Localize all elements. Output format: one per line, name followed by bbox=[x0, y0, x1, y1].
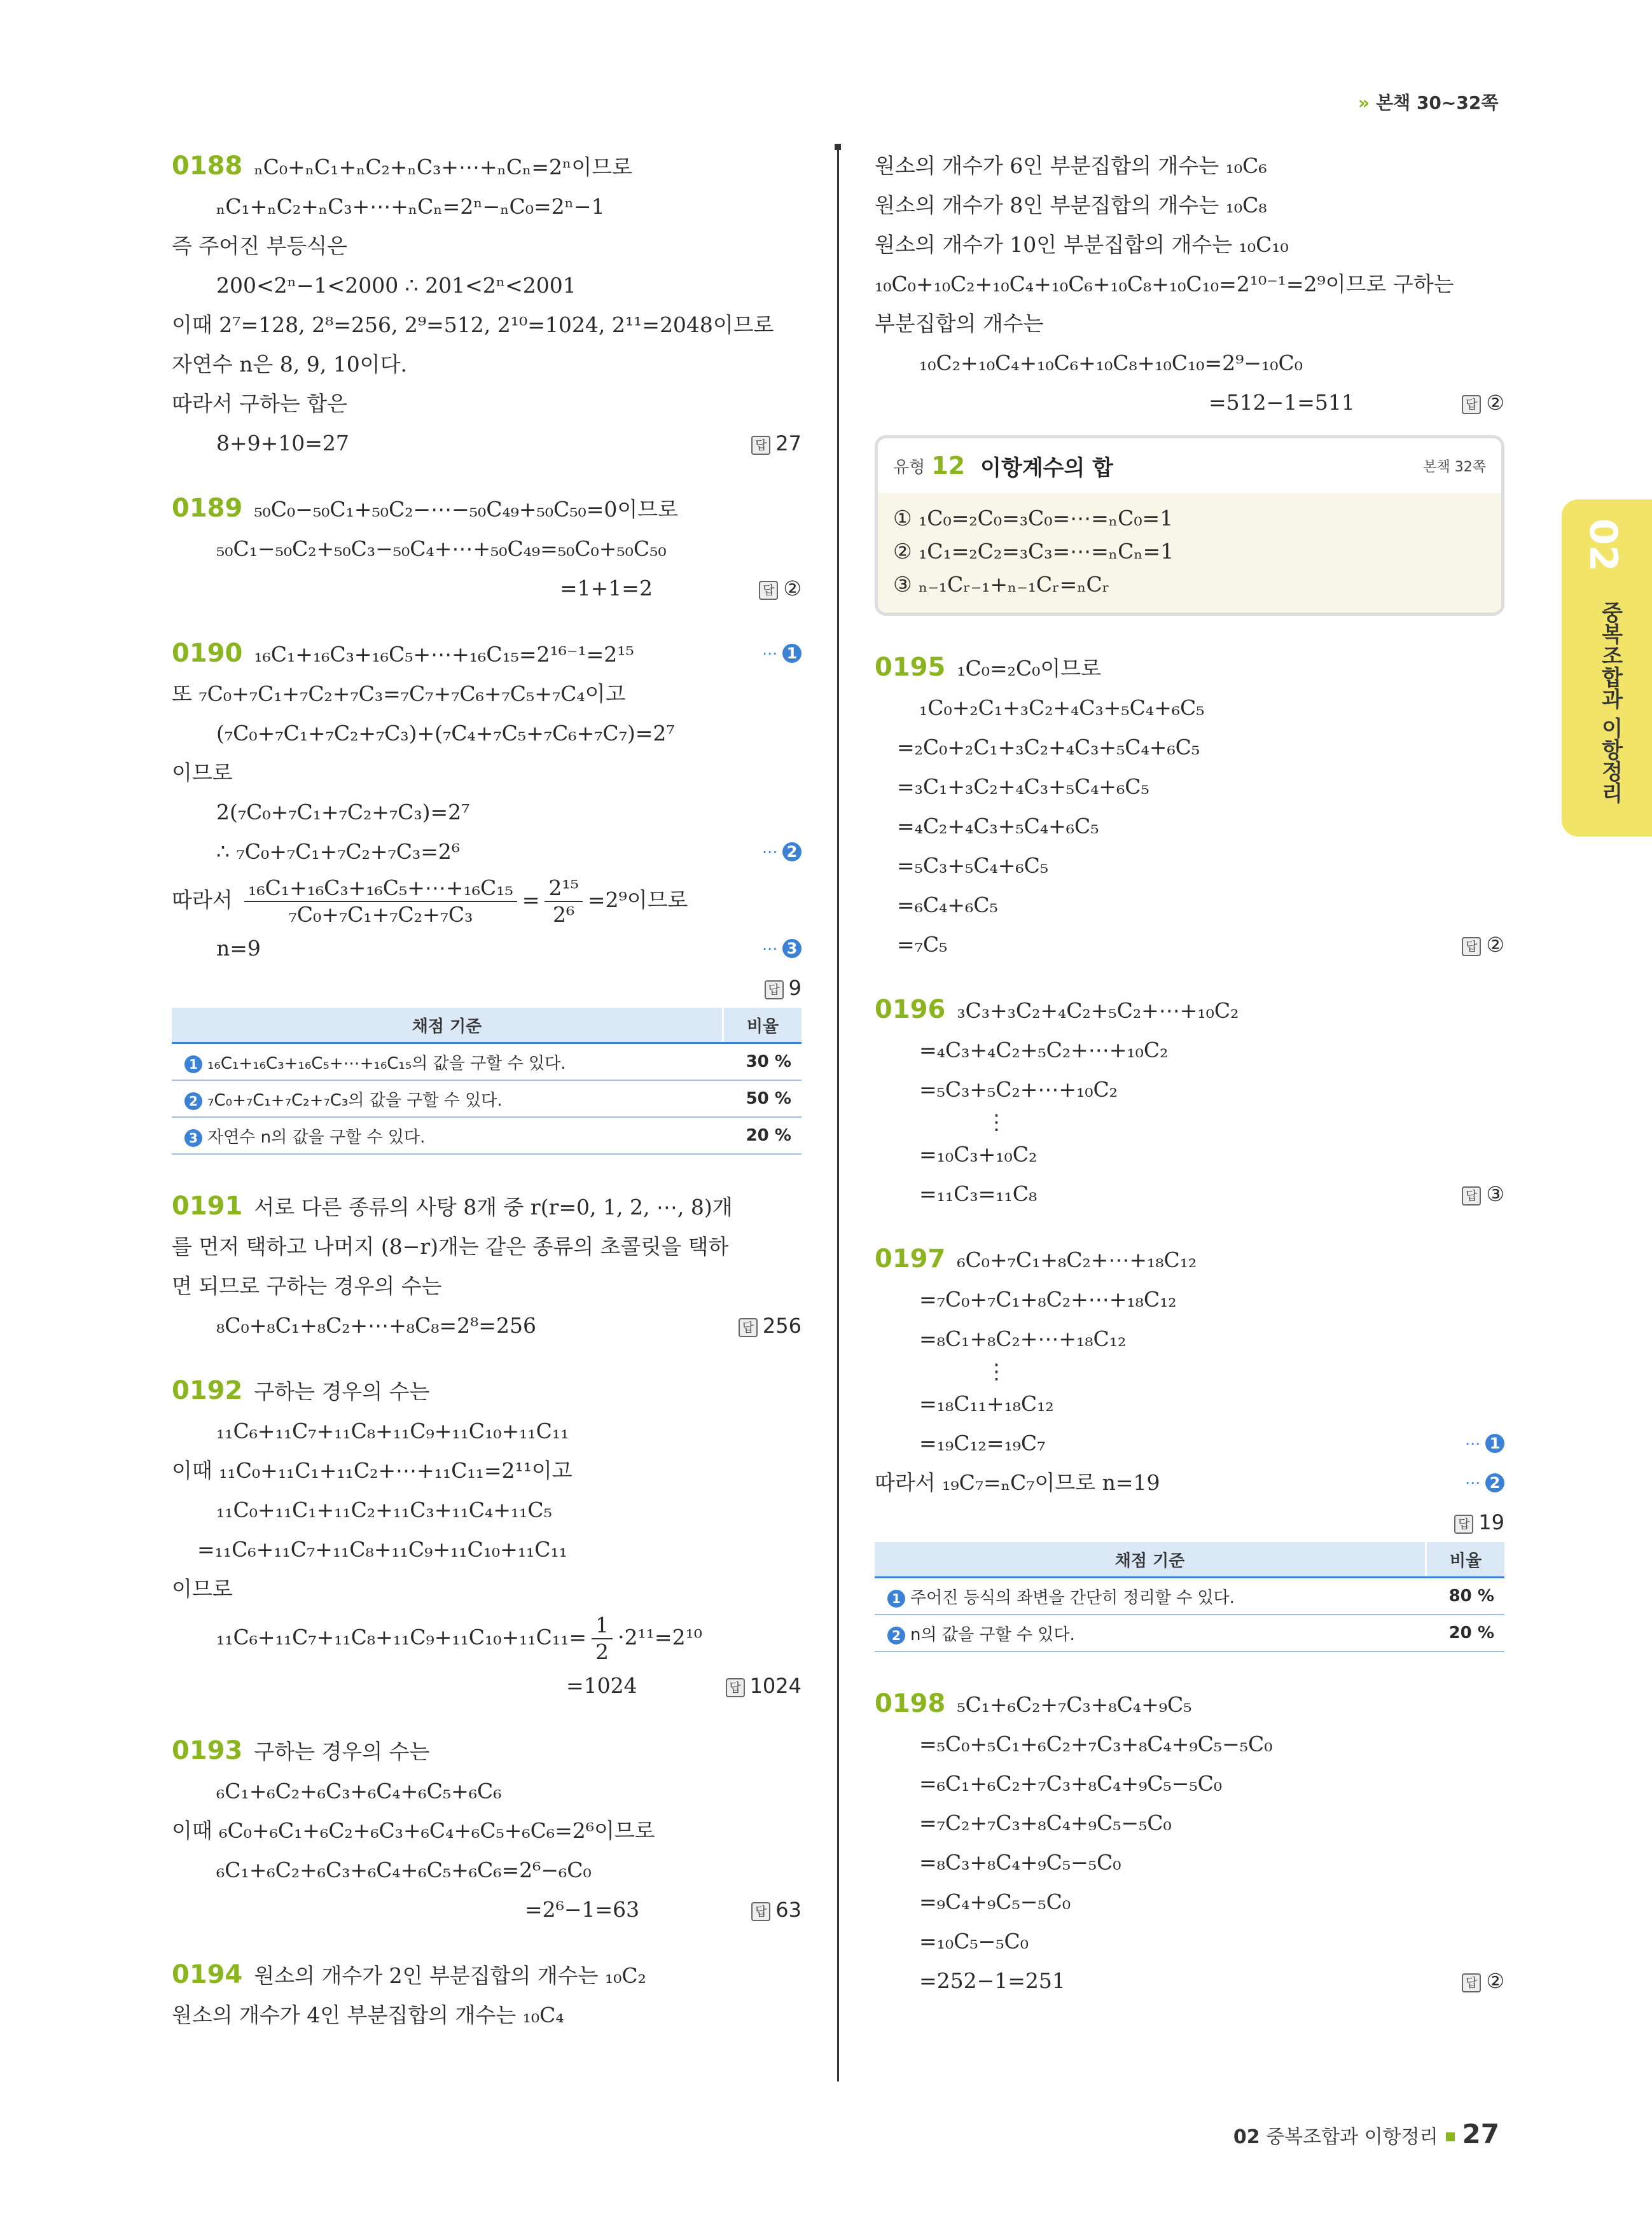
scoring-table-0197 bbox=[875, 1542, 1504, 1652]
step-arrow: ⋯ bbox=[762, 843, 777, 861]
solution-line: 원소의 개수가 4인 부분집합의 개수는 ₁₀C₄ bbox=[172, 2003, 564, 2027]
solution-line: =₆C₁+₆C₂+₇C₃+₈C₄+₉C₅−₅C₀ bbox=[919, 1771, 1223, 1796]
answer bbox=[1462, 383, 1504, 422]
problem-number: 0192 bbox=[172, 1376, 243, 1405]
type-label: 유형 bbox=[893, 457, 926, 477]
vertical-ellipsis: ⋮ bbox=[986, 1109, 1007, 1134]
solution-line: =252−1=251 bbox=[919, 1968, 1065, 1993]
problem-0197 bbox=[875, 1239, 1504, 1534]
type-number: 12 bbox=[931, 452, 966, 480]
answer-value: 19 bbox=[1478, 1510, 1504, 1534]
table-row bbox=[172, 1117, 802, 1154]
solution-line: =₉C₄+₉C₅−₅C₀ bbox=[919, 1889, 1071, 1914]
table-row bbox=[875, 1578, 1504, 1615]
answer bbox=[751, 1890, 802, 1929]
problem-0192 bbox=[172, 1371, 802, 1706]
answer bbox=[1454, 1503, 1504, 1542]
answer-value: 27 bbox=[775, 431, 802, 455]
double-chevron-icon: » bbox=[1358, 92, 1370, 113]
solution-line: 200<2ⁿ−1<2000 ∴ 201<2ⁿ<2001 bbox=[216, 273, 576, 298]
numerator: 2¹⁵ bbox=[545, 875, 582, 902]
problem-number: 0198 bbox=[875, 1689, 946, 1718]
solution-line: 부분집합의 개수는 bbox=[875, 311, 1044, 336]
scoring-table-0190 bbox=[172, 1008, 802, 1155]
problem-number: 0190 bbox=[172, 639, 243, 668]
side-tab-title: 중복조합과 이항정리 bbox=[1597, 601, 1623, 803]
answer-icon: 답 bbox=[765, 980, 784, 999]
step-2-icon: 2 bbox=[782, 842, 802, 861]
solution-line: ₁₁C₆+₁₁C₇+₁₁C₈+₁₁C₉+₁₁C₁₀+₁₁C₁₁ bbox=[216, 1419, 569, 1443]
problem-number: 0191 bbox=[172, 1192, 243, 1221]
rate: 80 % bbox=[1426, 1578, 1505, 1615]
rule-line: ② ₁C₁=₂C₂=₃C₃=⋯=ₙCₙ=1 bbox=[893, 539, 1174, 564]
solution-line: 면 되므로 구하는 경우의 수는 bbox=[172, 1274, 442, 1298]
rule-line: ③ ₙ₋₁Cᵣ₋₁+ₙ₋₁Cᵣ=ₙCᵣ bbox=[893, 572, 1110, 597]
step-3-icon: 3 bbox=[184, 1129, 202, 1147]
solution-line: ₁C₀+₂C₁+₃C₂+₄C₃+₅C₄+₆C₅ bbox=[919, 695, 1205, 720]
footer-chapter-number: 02 bbox=[1233, 2126, 1260, 2148]
problem-number: 0194 bbox=[172, 1960, 243, 1989]
solution-line: 이때 2⁷=128, 2⁸=256, 2⁹=512, 2¹⁰=1024, 2¹¹=2048이므로 bbox=[172, 312, 774, 337]
text: 따라서 bbox=[172, 887, 233, 912]
criterion: 자연수 n의 값을 구할 수 있다. bbox=[207, 1127, 426, 1147]
rate: 20 % bbox=[1426, 1615, 1505, 1651]
table-header: 채점 기준 bbox=[875, 1542, 1426, 1578]
problem-0196 bbox=[875, 990, 1504, 1214]
text: ·2¹¹=2¹⁰ bbox=[617, 1625, 703, 1650]
rate: 20 % bbox=[723, 1117, 802, 1154]
solution-line: 이므로 bbox=[172, 1576, 233, 1601]
chapter-side-tab bbox=[1562, 499, 1652, 837]
answer-value: 256 bbox=[762, 1314, 802, 1338]
type-title: 이항계수의 합 bbox=[980, 455, 1114, 481]
solution-line: ₙC₀+ₙC₁+ₙC₂+ₙC₃+⋯+ₙCₙ=2ⁿ이므로 bbox=[254, 155, 632, 179]
answer-icon: 답 bbox=[726, 1678, 745, 1697]
solution-line: 를 먼저 택하고 나머지 (8−r)개는 같은 종류의 초콜릿을 택하 bbox=[172, 1234, 729, 1259]
step-arrow: ⋯ bbox=[1465, 1435, 1480, 1452]
problem-0188 bbox=[172, 146, 802, 463]
answer bbox=[1462, 1961, 1504, 2001]
solution-line: n=9 bbox=[216, 936, 261, 961]
step-marker bbox=[1465, 1424, 1504, 1463]
answer-icon: 답 bbox=[751, 436, 770, 455]
fraction bbox=[592, 1613, 613, 1665]
left-column bbox=[172, 146, 802, 2061]
rate: 30 % bbox=[723, 1043, 802, 1081]
solution-line: =₇C₀+₇C₁+₈C₂+⋯+₁₈C₁₂ bbox=[919, 1287, 1177, 1312]
type-body bbox=[878, 493, 1501, 613]
solution-line: =₂C₀+₂C₁+₃C₂+₄C₃+₅C₄+₆C₅ bbox=[897, 735, 1200, 760]
step-1-icon: 1 bbox=[782, 644, 802, 663]
fraction-line bbox=[172, 1609, 802, 1666]
solution-line: 또 ₇C₀+₇C₁+₇C₂+₇C₃=₇C₇+₇C₆+₇C₅+₇C₄이고 bbox=[172, 681, 626, 706]
step-marker bbox=[762, 634, 802, 673]
solution-line: =₅C₃+₅C₄+₆C₅ bbox=[897, 853, 1049, 878]
answer bbox=[1462, 925, 1504, 964]
answer-icon: 답 bbox=[1462, 937, 1481, 956]
header-reference: » 본책 30~32쪽 bbox=[1358, 92, 1499, 113]
step-arrow: ⋯ bbox=[762, 644, 777, 662]
solution-line: 구하는 경우의 수는 bbox=[254, 1739, 430, 1764]
footer-chapter-title: 중복조합과 이항정리 bbox=[1266, 2126, 1438, 2148]
problem-number: 0193 bbox=[172, 1736, 243, 1765]
numerator: 1 bbox=[592, 1613, 613, 1639]
rate: 50 % bbox=[723, 1080, 802, 1117]
solution-line: 따라서 ₁₉C₇=ₙC₇이므로 n=19 bbox=[875, 1470, 1160, 1495]
solution-line: =₁₁C₃=₁₁C₈ bbox=[919, 1181, 1038, 1206]
problem-number: 0196 bbox=[875, 995, 946, 1024]
solution-line: 따라서 구하는 합은 bbox=[172, 391, 348, 416]
table-row bbox=[875, 1615, 1504, 1651]
type-reference: 본책 32쪽 bbox=[1423, 459, 1486, 475]
denominator: 2 bbox=[595, 1639, 609, 1664]
solution-line: =₁₁C₆+₁₁C₇+₁₁C₈+₁₁C₉+₁₁C₁₀+₁₁C₁₁ bbox=[197, 1537, 567, 1562]
side-tab-number: 02 bbox=[1581, 518, 1625, 572]
problem-0195 bbox=[875, 648, 1504, 964]
solution-line: ₅₀C₀−₅₀C₁+₅₀C₂−⋯−₅₀C₄₉+₅₀C₅₀=0이므로 bbox=[254, 497, 679, 522]
answer-icon: 답 bbox=[1462, 1186, 1481, 1206]
solution-line: 2(₇C₀+₇C₁+₇C₂+₇C₃)=2⁷ bbox=[216, 800, 470, 824]
answer-value: 1024 bbox=[749, 1674, 802, 1698]
solution-line: 서로 다른 종류의 사탕 8개 중 r(r=0, 1, 2, ⋯, 8)개 bbox=[254, 1195, 733, 1220]
solution-line: 구하는 경우의 수는 bbox=[254, 1379, 430, 1404]
solution-line: 이때 ₁₁C₀+₁₁C₁+₁₁C₂+⋯+₁₁C₁₁=2¹¹이고 bbox=[172, 1458, 573, 1483]
answer-icon: 답 bbox=[759, 581, 778, 600]
right-column bbox=[875, 146, 1504, 2026]
answer bbox=[739, 1306, 802, 1345]
answer-icon: 답 bbox=[1454, 1515, 1473, 1534]
criterion: ₁₆C₁+₁₆C₃+₁₆C₅+⋯+₁₆C₁₅의 값을 구할 수 있다. bbox=[207, 1053, 566, 1073]
solution-line: ₈C₀+₈C₁+₈C₂+⋯+₈C₈=2⁸=256 bbox=[216, 1313, 536, 1338]
problem-0194 bbox=[172, 1955, 802, 2035]
answer-value: ② bbox=[1486, 933, 1504, 957]
text: =2⁹이므로 bbox=[587, 887, 688, 912]
problem-number: 0195 bbox=[875, 653, 946, 682]
step-marker bbox=[1465, 1463, 1504, 1503]
problem-number: 0189 bbox=[172, 494, 243, 523]
step-marker bbox=[762, 832, 802, 872]
answer bbox=[726, 1666, 802, 1706]
solution-line: =₄C₂+₄C₃+₅C₄+₆C₅ bbox=[897, 814, 1099, 838]
solution-line: =₃C₁+₃C₂+₄C₃+₅C₄+₆C₅ bbox=[897, 774, 1149, 799]
problem-0193 bbox=[172, 1731, 802, 1929]
problem-0191 bbox=[172, 1186, 802, 1345]
problem-0190 bbox=[172, 634, 802, 1000]
solution-line: =₈C₃+₈C₄+₉C₅−₅C₀ bbox=[919, 1850, 1121, 1875]
answer bbox=[765, 968, 802, 1008]
solution-line: 자연수 n은 8, 9, 10이다. bbox=[172, 352, 407, 377]
equals: = bbox=[522, 887, 540, 912]
solution-line: =2⁶−1=63 bbox=[525, 1897, 640, 1922]
answer-icon: 답 bbox=[739, 1318, 758, 1337]
answer-value: ② bbox=[1486, 1969, 1504, 1993]
solution-line: ∴ ₇C₀+₇C₁+₇C₂+₇C₃=2⁶ bbox=[216, 839, 461, 864]
vertical-ellipsis: ⋮ bbox=[986, 1359, 1007, 1384]
solution-line: =₁₈C₁₁+₁₈C₁₂ bbox=[919, 1391, 1054, 1416]
solution-line: ₁₁C₀+₁₁C₁+₁₁C₂+₁₁C₃+₁₁C₄+₁₁C₅ bbox=[216, 1498, 552, 1522]
solution-line: ₆C₁+₆C₂+₆C₃+₆C₄+₆C₅+₆C₆=2⁶−₆C₀ bbox=[216, 1858, 592, 1882]
step-marker bbox=[762, 929, 802, 968]
answer bbox=[751, 424, 802, 463]
solution-line: ₁₀C₂+₁₀C₄+₁₀C₆+₁₀C₈+₁₀C₁₀=2⁹−₁₀C₀ bbox=[919, 351, 1303, 375]
divider-marker bbox=[835, 144, 841, 150]
answer-icon: 답 bbox=[1462, 1973, 1481, 1992]
solution-line: ₁₆C₁+₁₆C₃+₁₆C₅+⋯+₁₆C₁₅=2¹⁶⁻¹=2¹⁵ bbox=[254, 642, 634, 667]
table-row bbox=[172, 1043, 802, 1081]
rule-line: ① ₁C₀=₂C₀=₃C₀=⋯=ₙC₀=1 bbox=[893, 506, 1174, 531]
solution-line: =₁₀C₅−₅C₀ bbox=[919, 1929, 1029, 1954]
answer-value: ③ bbox=[1486, 1182, 1504, 1206]
solution-line: 원소의 개수가 8인 부분집합의 개수는 ₁₀C₈ bbox=[875, 193, 1267, 218]
fraction bbox=[244, 875, 517, 928]
solution-line: ₁₀C₀+₁₀C₂+₁₀C₄+₁₀C₆+₁₀C₈+₁₀C₁₀=2¹⁰⁻¹=2⁹이므로 구하는 bbox=[875, 272, 1454, 296]
problem-0189 bbox=[172, 489, 802, 608]
solution-line: ₙC₁+ₙC₂+ₙC₃+⋯+ₙCₙ=2ⁿ−ₙC₀=2ⁿ−1 bbox=[216, 194, 605, 219]
solution-line: 원소의 개수가 6인 부분집합의 개수는 ₁₀C₆ bbox=[875, 153, 1267, 178]
text: ₁₁C₆+₁₁C₇+₁₁C₈+₁₁C₉+₁₁C₁₀+₁₁C₁₁= bbox=[216, 1625, 587, 1650]
solution-line: =1024 bbox=[566, 1673, 637, 1698]
solution-line: 원소의 개수가 10인 부분집합의 개수는 ₁₀C₁₀ bbox=[875, 232, 1289, 257]
type-12-box bbox=[875, 435, 1504, 616]
column-divider bbox=[837, 148, 839, 2082]
answer-value: ② bbox=[1486, 391, 1504, 415]
solution-line: (₇C₀+₇C₁+₇C₂+₇C₃)+(₇C₄+₇C₅+₇C₆+₇C₇)=2⁷ bbox=[216, 721, 675, 746]
criterion: n의 값을 구할 수 있다. bbox=[910, 1625, 1075, 1644]
solution-line: ₅₀C₁−₅₀C₂+₅₀C₃−₅₀C₄+⋯+₅₀C₄₉=₅₀C₀+₅₀C₅₀ bbox=[216, 536, 667, 561]
step-2-icon: 2 bbox=[887, 1627, 905, 1644]
solution-line: =512−1=511 bbox=[1209, 390, 1355, 415]
step-1-icon: 1 bbox=[1485, 1434, 1504, 1453]
step-arrow: ⋯ bbox=[1465, 1474, 1480, 1492]
fraction bbox=[545, 875, 582, 928]
solution-line: =₅C₃+₅C₂+⋯+₁₀C₂ bbox=[919, 1077, 1118, 1102]
denominator: ₇C₀+₇C₁+₇C₂+₇C₃ bbox=[288, 902, 473, 927]
solution-line: =₈C₁+₈C₂+⋯+₁₈C₁₂ bbox=[919, 1326, 1127, 1351]
denominator: 2⁶ bbox=[552, 902, 575, 927]
step-2-icon: 2 bbox=[1485, 1473, 1504, 1492]
fraction-line bbox=[172, 872, 802, 929]
solution-line: =₇C₂+₇C₃+₈C₄+₉C₅−₅C₀ bbox=[919, 1811, 1172, 1835]
page-footer bbox=[1233, 2118, 1499, 2150]
solution-line: =₇C₅ bbox=[897, 932, 948, 957]
step-1-icon: 1 bbox=[887, 1590, 905, 1608]
criterion: ₇C₀+₇C₁+₇C₂+₇C₃의 값을 구할 수 있다. bbox=[207, 1090, 503, 1110]
solution-line: =₁₉C₁₂=₁₉C₇ bbox=[919, 1431, 1046, 1456]
table-row bbox=[172, 1080, 802, 1117]
solution-line: 8+9+10=27 bbox=[216, 431, 349, 455]
type-header bbox=[878, 438, 1501, 493]
numerator: ₁₆C₁+₁₆C₃+₁₆C₅+⋯+₁₆C₁₅ bbox=[244, 875, 517, 902]
solution-line: =₅C₀+₅C₁+₆C₂+₇C₃+₈C₄+₉C₅−₅C₀ bbox=[919, 1732, 1273, 1756]
solution-line: 이므로 bbox=[172, 760, 233, 785]
solution-line: =₄C₃+₄C₂+₅C₂+⋯+₁₀C₂ bbox=[919, 1038, 1169, 1062]
solution-line: =₁₀C₃+₁₀C₂ bbox=[919, 1142, 1038, 1167]
criterion: 주어진 등식의 좌변을 간단히 정리할 수 있다. bbox=[910, 1588, 1235, 1608]
solution-line: 즉 주어진 부등식은 bbox=[172, 233, 348, 258]
answer-value: 63 bbox=[775, 1898, 802, 1922]
table-header: 비율 bbox=[1426, 1542, 1505, 1578]
solution-line: ₃C₃+₃C₂+₄C₂+₅C₂+⋯+₁₀C₂ bbox=[957, 998, 1239, 1023]
answer-icon: 답 bbox=[1462, 395, 1481, 414]
solution-line: ₆C₀+₇C₁+₈C₂+⋯+₁₈C₁₂ bbox=[957, 1248, 1197, 1272]
answer bbox=[759, 569, 802, 608]
solution-line: 원소의 개수가 2인 부분집합의 개수는 ₁₀C₂ bbox=[254, 1963, 646, 1988]
solution-line: ₁C₀=₂C₀이므로 bbox=[957, 656, 1102, 681]
problem-number: 0188 bbox=[172, 151, 243, 181]
table-header: 채점 기준 bbox=[172, 1008, 723, 1043]
step-3-icon: 3 bbox=[782, 939, 802, 958]
square-bullet-icon bbox=[1446, 2132, 1455, 2141]
answer-icon: 답 bbox=[751, 1902, 770, 1921]
page-number: 27 bbox=[1462, 2118, 1499, 2150]
solution-line: ₆C₁+₆C₂+₆C₃+₆C₄+₆C₅+₆C₆ bbox=[216, 1779, 502, 1804]
solution-line: =₆C₄+₆C₅ bbox=[897, 893, 998, 917]
answer-value: 9 bbox=[788, 976, 802, 1000]
step-1-icon: 1 bbox=[184, 1055, 202, 1073]
solution-line: =1+1=2 bbox=[560, 576, 653, 601]
solution-line: 이때 ₆C₀+₆C₁+₆C₂+₆C₃+₆C₄+₆C₅+₆C₆=2⁶이므로 bbox=[172, 1818, 655, 1843]
problem-number: 0197 bbox=[875, 1244, 946, 1274]
answer-value: ② bbox=[783, 576, 802, 601]
table-header: 비율 bbox=[723, 1008, 802, 1043]
solution-line: ₅C₁+₆C₂+₇C₃+₈C₄+₉C₅ bbox=[957, 1692, 1192, 1717]
step-arrow: ⋯ bbox=[762, 940, 777, 957]
problem-0194-cont bbox=[875, 146, 1504, 422]
step-2-icon: 2 bbox=[184, 1092, 202, 1110]
answer bbox=[1462, 1174, 1504, 1214]
problem-0198 bbox=[875, 1684, 1504, 2001]
